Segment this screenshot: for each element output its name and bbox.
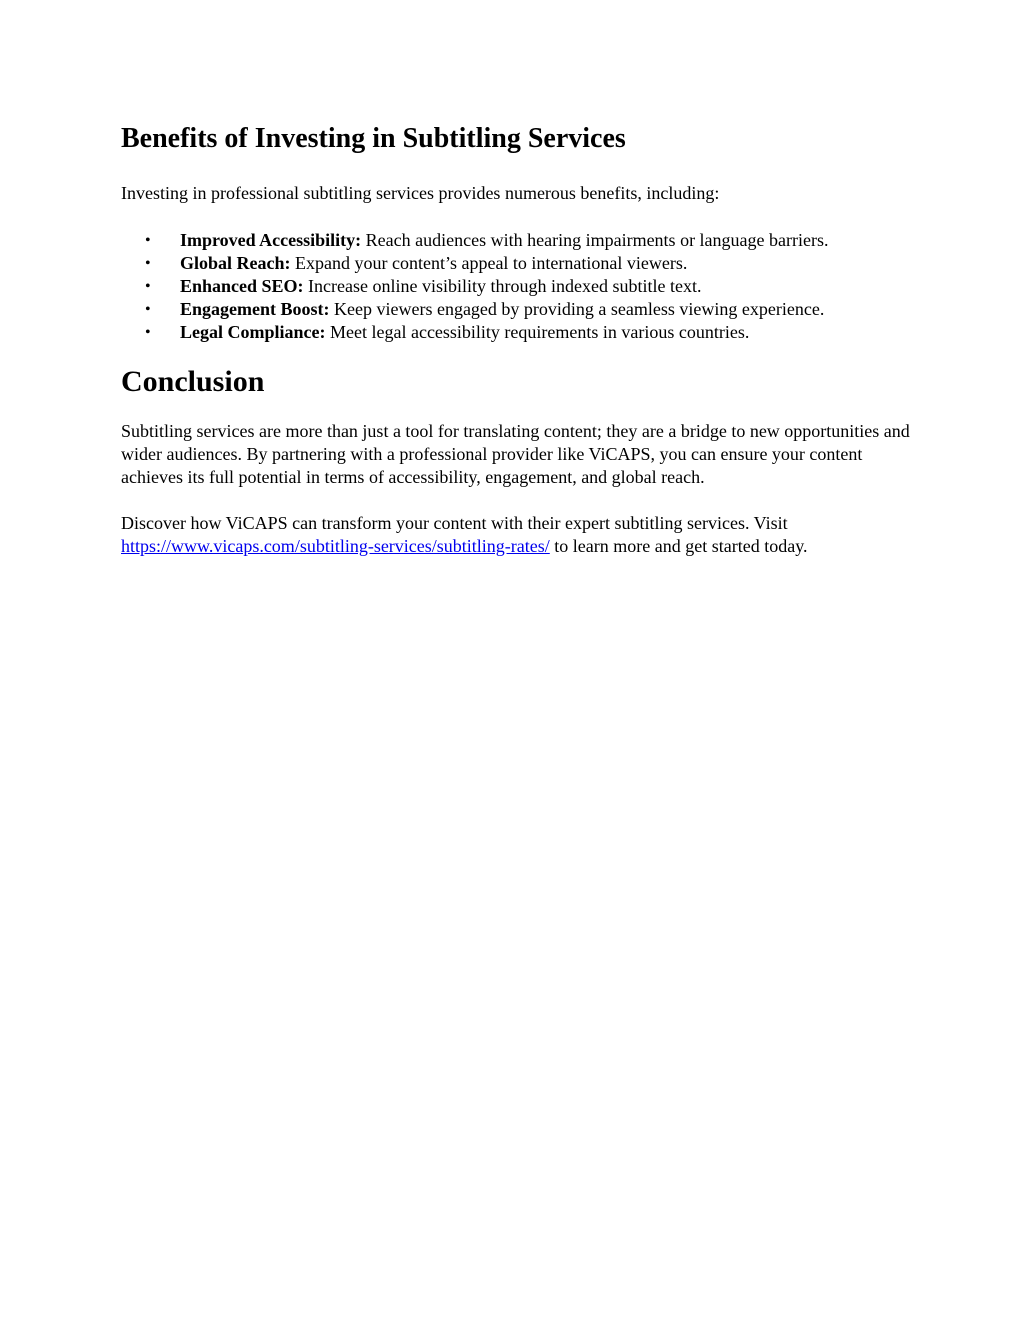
bullet-icon: • — [145, 301, 151, 318]
benefits-list — [121, 229, 911, 344]
conclusion-paragraph: Subtitling services are more than just a tool for translating content; they are a bridge to new opportunities and wider audiences. By partnering with a professional provider like ViCAPS, you can ensure your content achieves its full potential in terms of accessibility, engagement, and global reach. — [121, 421, 910, 487]
benefits-heading: Benefits of Investing in Subtitling Services — [121, 123, 626, 154]
conclusion-heading: Conclusion — [121, 365, 265, 398]
benefit-term: Improved Accessibility: — [180, 230, 362, 250]
benefit-term: Legal Compliance: — [180, 322, 326, 342]
benefit-text: Meet legal accessibility requirements in various countries. — [325, 322, 750, 342]
benefit-term: Engagement Boost: — [180, 299, 330, 319]
benefit-text: Reach audiences with hearing impairments or language barriers. — [361, 230, 829, 250]
document-page — [121, 120, 911, 558]
subtitling-rates-link[interactable]: https://www.vicaps.com/subtitling-services/subtitling-rates/ — [121, 536, 550, 556]
benefit-text: Keep viewers engaged by providing a seamless viewing experience. — [329, 299, 825, 319]
call-to-action-paragraph — [121, 512, 911, 558]
list-item — [121, 275, 911, 298]
benefit-term: Global Reach: — [180, 253, 291, 273]
list-item — [121, 321, 911, 344]
bullet-icon: • — [145, 324, 151, 341]
benefit-text: Expand your content’s appeal to international viewers. — [290, 253, 688, 273]
list-item — [121, 252, 911, 275]
list-item — [121, 298, 911, 321]
cta-text-before: Discover how ViCAPS can transform your content with their expert subtitling services. Visit — [121, 513, 788, 533]
bullet-icon: • — [145, 278, 151, 295]
list-item — [121, 229, 911, 252]
cta-text-after: to learn more and get started today. — [549, 536, 808, 556]
benefit-term: Enhanced SEO: — [180, 276, 304, 296]
bullet-icon: • — [145, 232, 151, 249]
benefits-intro: Investing in professional subtitling services provides numerous benefits, including: — [121, 183, 720, 203]
bullet-icon: • — [145, 255, 151, 272]
benefit-text: Increase online visibility through indexed subtitle text. — [303, 276, 702, 296]
